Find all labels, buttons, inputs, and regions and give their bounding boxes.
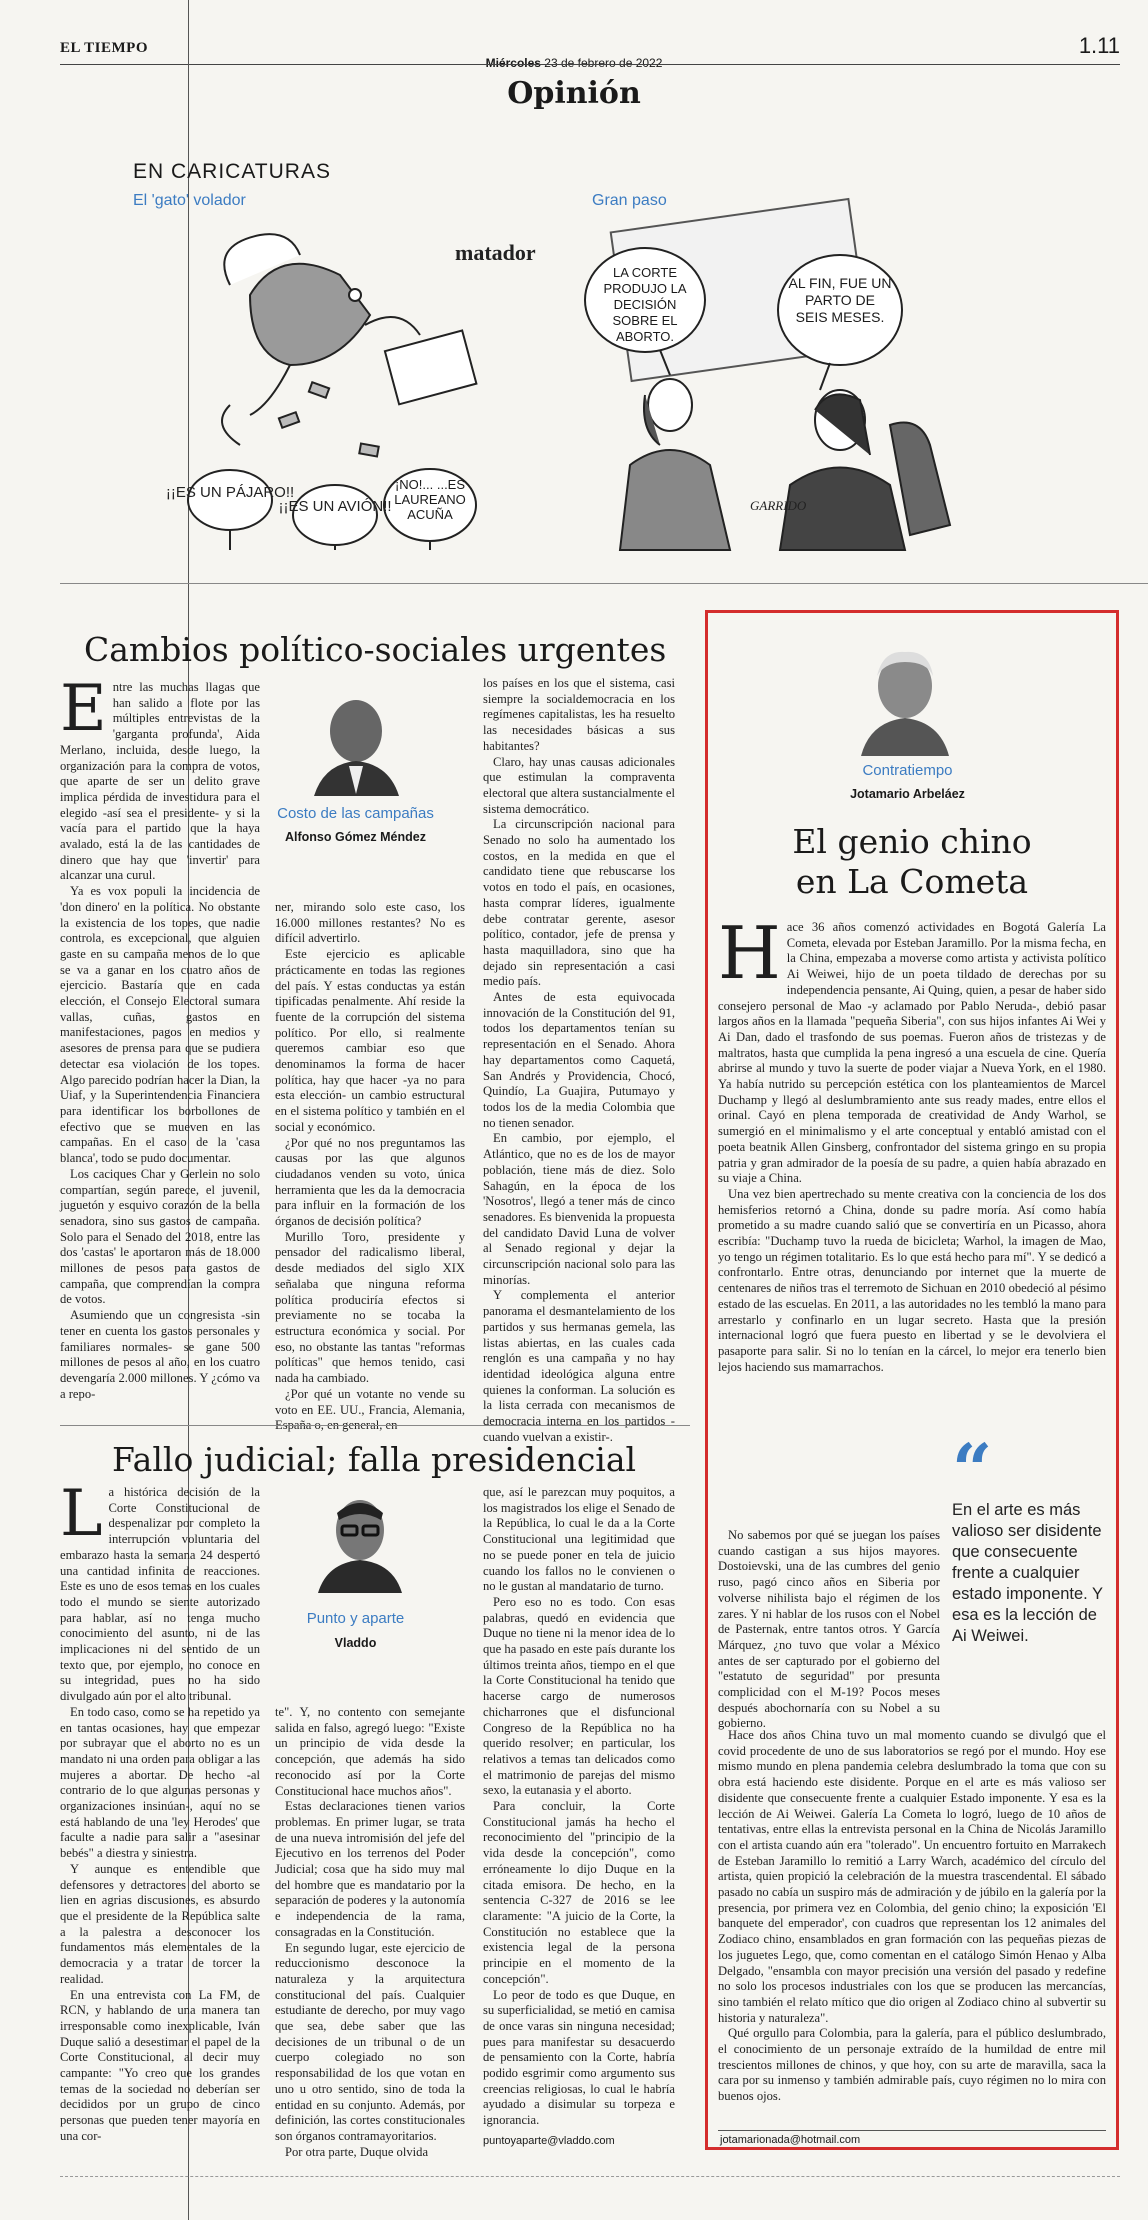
article1-paragraph: ntre las muchas llagas que han salido a flote por las múltiples entrevistas de la 'garganta profunda', Aida Merlano, incluida, desde luego, la organización para la compra de votos, que aparte de ser un delito grave implica pérdida de investidura para el elegido -así sea el presidente- y si la vacía para el partido que la haya avalado, está la de las cantidades de dinero que hay que 'invertir' para alcanzar una curul.	[60, 680, 260, 883]
cartoons-heading: EN CARICATURAS	[133, 160, 331, 183]
article2-col2	[275, 1705, 465, 2160]
page-bottom-marks	[60, 2176, 1120, 2177]
article2-paragraph: Por otra parte, Duque olvida	[285, 2144, 429, 2159]
cartoon-right-caption: Gran paso	[592, 192, 667, 209]
article2-paragraph: Para concluir, la Corte Constitucional jamás ha hecho el reconocimiento del "principio de la vida desde la concepción", como erróneamente lo dijo Duque en la citada emisora. De hecho, en la sentencia C-327 de 2016 se lee claramente: "A juicio de la Corte, la Constitución no establece que la existencia legal de la persona principie en el momento de la concepción".	[483, 1799, 675, 1986]
article2-paragraph: En segundo lugar, este ejercicio de reduccionismo desconoce la naturaleza y la arquitectura constitucional del país. Cualquier estudiante de derecho, por muy vago que sea, debe saber que las decisiones de un tribunal o de un cuerpo colegiado no son responsabilidad de los que votan en uno u otro sentido, sino de toda la entidad en su conjunto. Además, por definición, las cortes constitucionales son órganos contramayoritarios.	[275, 1940, 465, 2143]
bubble-3: ¡NO!... ...ES LAUREANO ACUÑA	[394, 477, 466, 522]
article2-paragraph: Lo peor de todo es que Duque, en su superficialidad, se metió en camisa de once varas sin ninguna necesidad; pues para manifestar su desacuerdo de pensamiento con la Corte, habría podido esgrimir como argumento sus creencias religiosas, lo cual le habría ayudado a disimular su torpeza e ignorancia.	[483, 1987, 675, 2128]
article2-author-photo	[315, 1488, 405, 1593]
article2-col3	[483, 1485, 675, 2129]
article3-body-mid	[718, 1528, 940, 1732]
page-number: 1.11	[1078, 33, 1120, 58]
article3-paragraph: Una vez bien apertrechado su mente creativa con la conciencia de los dos hemisferios retornó a China, donde su padre moría. Así como había prometido a su madre cuando salió que se convertiría en un Picasso, ahora escribía: "Duchamp tuvo la rueda de bicicleta; Warhol, la imagen de Mao, yo tengo un régimen totalitario. Es lo que está hecho para mí". Y se dedicó a confrontarlo. Entre otras, denunciando por internet que la muerte de centenares de niños tras el terremoto de Sichuan en 2010 obedeció al pésimo estado de las escuelas. En 2011, a las autoridades no les tembló la mano para arrestarlo y confinarlo en un lugar secreto. Hasta que la presión internacional logró que fuera puesto en libertad y se le devolviera el pasaporte para salir. Si no lo tenían en la cárcel, lo mejor era tenerlo bien lejos haciendo sus mamarrachos.	[718, 1186, 1106, 1374]
cartoon-left-signature: matador	[455, 240, 536, 265]
article3-dropcap: H	[718, 911, 781, 995]
article1-paragraph: Ya es vox populi la incidencia de 'don dinero' en la política. No obstante la existencia de los topes, que nadie controla, es excepcional, que alguien gaste en su campaña menos de lo que se va a ganar en los cuatro años de ejercicio. Bastaría que en cada elección, el Consejo Electoral sumara vallas, cuñas, gastos en manifestaciones, pagos en medios y asesores de prensa para que se pudiera detectar esa violación de los topes. Algo parecido podrían hacer la Dian, la Uiaf, y la Superintendencia Financiera para identificar los borbollones de efectivo que se mueven en las campañas. En el caso de la 'casa blanca', todo se pudo documentar.	[60, 884, 260, 1166]
article2-col1	[60, 1477, 260, 2145]
article2-paragraph: En todo caso, como se ha repetido ya en tantas ocasiones, hay que empezar por subrayar que el aborto no es un mandato ni una orden para obligar a las mujeres a abortar. De hecho -al contrario de lo que algunas personas y organizaciones insinúan-, aquí no se está hablando de una 'ley Herodes' que faculte a nadie para salir a "asesinar bebés" a diestra y siniestra.	[60, 1704, 260, 1861]
bubble-1: ¡¡ES UN PÁJARO!!	[165, 484, 295, 501]
article1-paragraph: La circunscripción nacional para Senado no solo ha aumentado los costos, en la medida en que el candidato tiene que rebuscarse los votos en todo el país, en ocasiones, hasta comprar líderes, igualmente debe contratar gerente, asesor político, contador, jefe de prensa y hasta maquilladora, sino que ha dejado sin representación a casi medio país.	[483, 817, 675, 989]
section-title: Opinión	[507, 76, 641, 111]
article1-paragraph: En cambio, por ejemplo, el Atlántico, que no es de los de mayor población, tiene más de diez. Solo Sahagún, en la época de los 'Nosotros', llegó a tener más de cinco senadores. Es bienvenida la propuesta del candidato David Luna de volver al Senado regional y dejar la circunscripción nacional solo para las minorías.	[483, 1131, 675, 1287]
article1-col1	[60, 672, 260, 1402]
article1-paragraph: ¿Por qué no nos preguntamos las causas por las que algunos ciudadanos venden su voto, única herramienta que les da la democracia para influir en la formación de los órganos de decisión política?	[275, 1135, 465, 1229]
masthead: EL TIEMPO	[60, 40, 148, 56]
article1-col2	[275, 900, 465, 1434]
pullquote-text: En el arte es más valioso ser disidente que consecuente frente a cualquier estado imponente. Y esa es la lección de Ai Weiwei.	[952, 1501, 1103, 1645]
article2-paragraph: Y aunque es entendible que defensores y detractores del aborto se lien en agrias discusiones, es absurdo que el presidente de la República salte a la palestra a desconocer los fundamentos más elementales de la democracia y a tratar de torcer la realidad.	[60, 1861, 260, 1986]
article1-author: Alfonso Gómez Méndez	[285, 830, 426, 844]
weekday: Miércoles	[485, 56, 541, 70]
cartoons-illustration	[165, 215, 990, 550]
article2-paragraph: En una entrevista con La FM, de RCN, y hablando de una manera tan irresponsable como inexplicable, Iván Duque salió a desestimar el papel de la Corte Constitucional, al decir muy campante: "Yo creo que los grandes temas de la sociedad no deberían ser decididos por un grupo de cinco personas que pueden tener mayoría en una cor-	[60, 1987, 260, 2143]
header-rule	[60, 64, 1120, 65]
article3-paragraph: ace 36 años comenzó actividades en Bogotá Galería La Cometa, elevada por Esteban Jaramillo. Por la misma fecha, en la China, empezaba a moverse como artista y activista político Ai Weiwei, hijo de un poeta tildado de derechas por su independencia pensante, Ai Quing, quien, a pesar de haber sido consejero personal de Mao -y aclamado por Pablo Neruda-, debió pasar largos años en la llamada "pequeña Siberia", con sus hijos infantes Ai Wei y Ai Dan, dado el trasfondo de sus poemas. Fueron años de tristezas y de maltratos, hasta que cumplida la pena ingresó a una escuela de cine. Quería abrirse al mundo y tuvo la suerte de poder viajar a Nueva York, en el 1980. Ya había nutrido su percepción estética con los planteamientos de Marcel Duchamp y llegó al deslumbramiento ante sus ready mades, entre ellos el orinal. Cayó en plena temporada de creatividad de Andy Warhol, se sumergió en el minimalismo y el arte conceptual y entabló amistad con el poeta beatnik Allen Ginsberg, confrontador del sistema gringo en su propia patria y gran admirador de la poesía de su padre, a quien había abrazado en su viaje a China.	[718, 920, 1106, 1186]
article1-paragraph: Murillo Toro, presidente y pensador del radicalismo liberal, desde mediados del siglo XIX señalaba que ninguna reforma política produciría efectos si previamente no se tocaba la estructura económica y social. Por eso, no obstante las tantas "reformas políticas" que hemos tenido, casi nada ha cambiado.	[275, 1229, 465, 1386]
article2-paragraph: Estas declaraciones tienen varios problemas. En primer lugar, se trata de una nueva intromisión del jefe del Ejecutivo en los terrenos del Poder Judicial; cosa que ha sido muy mal del hombre que es mandatario por la separación de poderes y la autonomía e independencia de la rama, consagradas en la Constitución.	[275, 1799, 465, 1939]
article2-paragraph: Pero eso no es todo. Con esas palabras, quedó en evidencia que Duque no tiene ni la menor idea de lo que ha pasado en este país durante los últimos treinta años, tiempo en el que la Corte Constitucional ha tenido que hacerse cargo de numerosos chicharrones que el disfuncional Congreso de la República no ha querido resolver; en particular, los relativos a temas tan delicados como el matrimonio de parejas del mismo sexo, la eutanasia y el aborto.	[483, 1594, 675, 1798]
publication-date	[0, 56, 1148, 70]
bubble-5: AL FIN, FUE UN PARTO DE SEIS MESES.	[788, 275, 892, 325]
article1-paragraph: Los caciques Char y Gerlein no solo compartían, según parece, el juvenil, juguetón y esquivo corazón de la bella senadora, sino sus gastos de campaña. Solo para el Senado del 2018, entre las dos 'castas' le aportaron más de 18.000 millones de pesos para gastos de campaña, que comprendían la compra de votos.	[60, 1166, 260, 1307]
article3-paragraph: No sabemos por qué se juegan los países cuando castigan a sus hijos mayores. Dostoievski, una de las cumbres del genio ruso, pagó cinco años en Siberia por volverse nihilista bajo el régimen de los zares. Y ni hablar de los rusos con el Nobel de Pasternak, entre tantos otros. Y García Márquez, ¿no tuvo que volar a México antes de ser capturado por el gobierno del "estatuto de seguridad" por presunta complicidad con el M-19? Pocos meses después abochornaría con su Nobel a su gobierno.	[718, 1528, 940, 1731]
article2-dropcap: L	[60, 1477, 103, 1551]
article3-headline-line1: El genio chino	[792, 822, 1032, 861]
article1-col3	[483, 676, 675, 1445]
bubble-2: ¡¡ES UN AVIÓN!!	[278, 498, 392, 515]
article3-paragraph: Qué orgullo para Colombia, para la galería, para el público deslumbrado, el conocimiento de un personaje extraído de la humildad de entre mil trescientos millones de chinos, y que hoy, con su arte de maravilla, saca la cara por su inmenso y también admirable país, cuyo régimen no lo mira con buenos ojos.	[718, 2026, 1106, 2104]
article2-paragraph: a histórica decisión de la Corte Constitucional de despenalizar por completo la interrupción voluntaria del embarazo hasta la semana 24 despertó una cantidad infinita de reacciones. Este es uno de esos temas en los cuales todo el mundo se siente autorizado para hablar, así no tenga mucho conocimiento del asunto, ni de las implicaciones ni del sentido de un texto que, por ejemplo, no conoce en su integridad, pues no ha sido divulgado aún por el alto tribunal.	[60, 1485, 260, 1704]
date-text: 23 de febrero de 2022	[544, 56, 663, 70]
article2-author: Vladdo	[334, 1636, 377, 1650]
article1-paragraph: Antes de esta equivocada innovación de la Constitución del 91, todos los departamentos tenían su representación en el Senado. Ahora hay departamentos como Caquetá, San Andrés y Providencia, Chocó, Quindío, La Guajira, Putumayo y todos los de la media Colombia que no tienen senador.	[483, 990, 675, 1130]
article3-author-photo	[855, 638, 955, 756]
article1-column-name: Costo de las campañas	[277, 805, 434, 822]
article1-bottom-rule	[60, 1425, 690, 1426]
quote-icon: “	[952, 1428, 993, 1511]
article3-body-top	[718, 911, 1106, 1375]
article1-paragraph: Este ejercicio es aplicable prácticamente en todas las regiones del país. Y estas conductas ya están tipificadas penalmente. Ahí reside la fuente de la corrupción del sistema político. Por ello, si realmente queremos cambiar eso que denominamos la forma de hacer política, hay que hacer -ya no para esta elección- un cambio estructural en el sistema político y también en el social y económico.	[275, 947, 465, 1134]
article2-paragraph: te". Y, no contento con semejante salida en falso, agregó luego: "Existe un principio de vida desde la concepción, que además ha sido reconocido así por la Corte Constitucional hace muchos años".	[275, 1705, 465, 1798]
article2-column-name: Punto y aparte	[306, 1610, 405, 1627]
article3-author: Jotamario Arbeláez	[850, 787, 965, 801]
article3-body-bottom	[718, 1728, 1106, 2105]
cartoon-left-caption: El 'gato' volador	[133, 192, 246, 209]
article3-headline-line2: en La Cometa	[795, 862, 1029, 901]
article1-paragraph: ner, mirando solo este caso, los 16.000 millones restantes? No es difícil advertirlo.	[275, 900, 465, 946]
article1-paragraph: Y complementa el anterior panorama el desmantelamiento de los partidos y sus hermanas gemela, las listas abiertas, en las cuales cada renglón es una campaña y no hay identidad ideológica alguna entre quienes la conforman. La solución es la lista cerrada con mecanismos de democracia interna en los partidos -cuando vuelvan a existir-.	[483, 1288, 675, 1444]
article3-footer-rule	[718, 2130, 1106, 2131]
bubble-4: LA CORTE PRODUJO LA DECISIÓN SOBRE EL ABORTO.	[603, 265, 687, 344]
article3-headline	[720, 822, 1104, 902]
cartoon-right-signature: GARRIDO	[750, 498, 807, 513]
article3-paragraph: Hace dos años China tuvo un mal momento cuando se divulgó que el covid procedente de uno de sus laboratorios se regó por el mundo. Hoy ese mismo mundo en plena pandemia celebra deslumbrado la toma que con su obra está haciendo este disidente. Porque en el arte es más valioso ser disidente que consecuente frente a cualquier Estado imponente. Y esa es la lección de Ai Weiwei. Galería La Cometa lo logró, luego de 10 años de tentativas, entre ellas la entrevista personal en la China de Nicolás Jaramillo con el artista cuando aún era "tolerado". Un encuentro fortuito en Marrakech de Esteban Jaramillo lo remitió a Larry Warch, académico del círculo del artista, quien propició la celebración de la muestra trascendental. El sábado pasado no cabía un suspiro más de admiración y de júbilo en la galería por la presencia, por primera vez en Colombia, del genio chino; la exposición 'El banquete del emperador', con cuadros que representan los 12 animales del Zodiaco chino, ensamblados en gran formación con las pequeñas piezas de los juguetes Lego, que, como comentan en el catálogo Simón Henao y Alba Delgado, "ensambla con mayor precisión una versión del pasado y redefine no solo los procesos industriales con los que se producen las mercancías, sino también el relato mítico que dio origen al Zodiaco chino al subvertir su historia y naturaleza".	[718, 1728, 1106, 2025]
article1-dropcap: E	[60, 672, 107, 746]
cartoons-bottom-rule	[60, 583, 1148, 584]
article2-paragraph: que, así le parezcan muy poquitos, a los magistrados los elige el Senado de la República, lo cual le da a la Corte Constitucional una legitimidad que no se puede poner en tela de juicio cuando los fallos no le convienen o no le gustan al mandatario de turno.	[483, 1485, 675, 1594]
article1-paragraph: ¿Por qué un votante no vende su voto en EE. UU., Francia, Alemania, España o, en general, en	[275, 1386, 465, 1433]
article1-author-photo	[309, 686, 404, 796]
article3-email[interactable]: jotamarionada@hotmail.com	[720, 2134, 861, 2146]
article1-paragraph: Asumiendo que un congresista -sin tener en cuenta los gastos personales y familiares normales- se gane 500 millones de pesos al año, en los cuatro devengaría 2.000 millones. Y ¿cómo va a repo-	[60, 1308, 260, 1401]
article3-column-name: Contratiempo	[862, 762, 953, 779]
article2-headline: Fallo judicial; falla presidencial	[112, 1440, 637, 1479]
article1-headline: Cambios político-sociales urgentes	[84, 630, 667, 669]
article1-paragraph: Claro, hay unas causas adicionales que estimulan la compraventa electoral que altera sustancialmente el sistema democrático.	[483, 754, 675, 816]
article1-paragraph: los países en los que el sistema, casi siempre la socialdemocracia en los regímenes capitalistas, les ha resuelto las necesidades básicas a sus habitantes?	[483, 676, 675, 753]
article2-email[interactable]: puntoyaparte@vladdo.com	[483, 2135, 615, 2147]
pullquote	[952, 1428, 1112, 1647]
